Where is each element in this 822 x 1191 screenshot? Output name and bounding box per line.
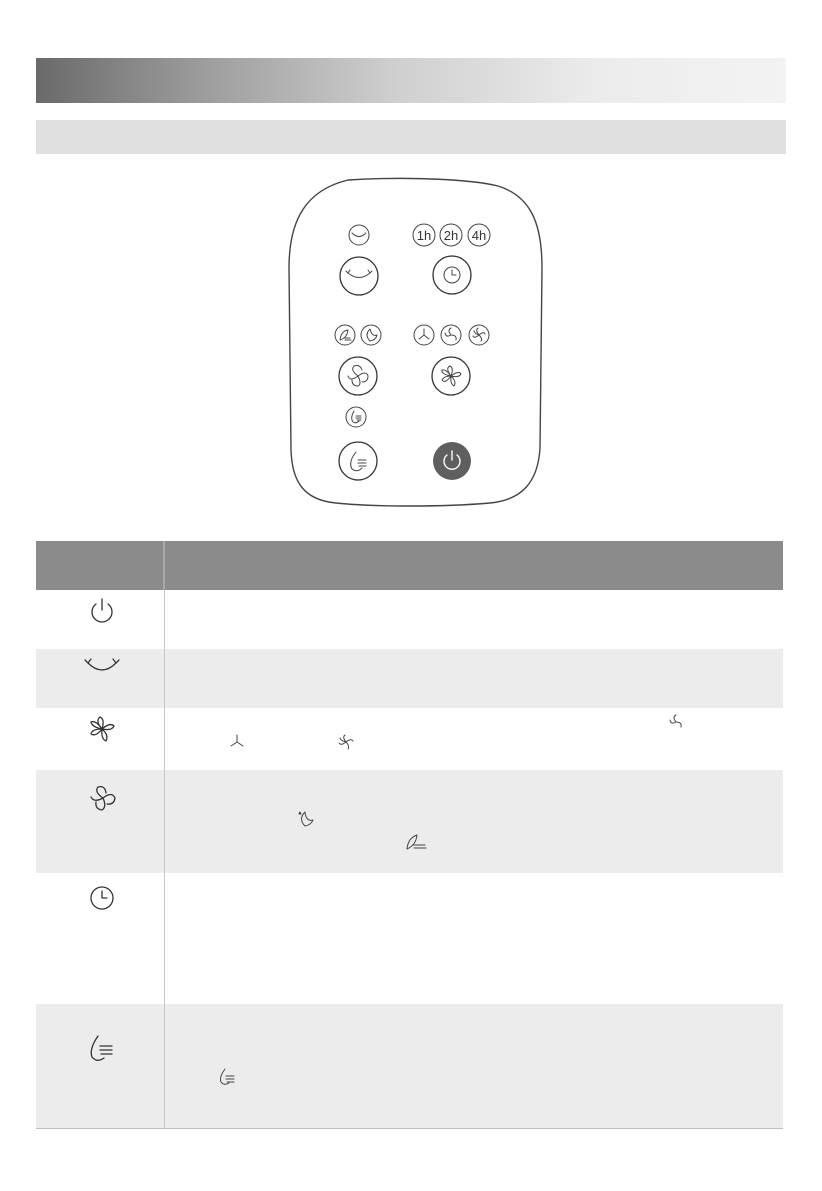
table-header [36,541,783,590]
mode-icon [88,783,118,813]
table-column-divider [164,590,165,1129]
sleep-icon [296,810,314,828]
svg-text:4h: 4h [471,228,487,243]
function-table [36,541,783,1129]
table-bottom-border [36,1128,783,1129]
title-gradient-bar [36,58,786,103]
remote-control [284,178,546,508]
high-speed-icon [338,734,354,750]
humidify-small-icon [218,1067,236,1087]
table-row-fan [36,708,783,770]
timer-icon [89,885,115,911]
power-button[interactable] [433,442,471,480]
svg-text:2h: 2h [443,228,459,243]
table-row-swing [36,649,783,708]
natural-mode-icon [405,833,427,851]
table-row-power [36,590,783,649]
fan-icon [88,715,116,743]
power-icon [89,598,115,624]
low-speed-icon [229,734,245,750]
table-header-separator [163,541,165,590]
humidify-icon [88,1034,116,1064]
svg-text:1h: 1h [416,228,432,243]
table-row-mode [36,770,783,873]
swing-icon [84,655,120,677]
subtitle-bar [36,120,786,154]
mid-speed-icon [668,714,684,730]
table-row-timer [36,873,783,1004]
table-row-humidify [36,1004,783,1129]
